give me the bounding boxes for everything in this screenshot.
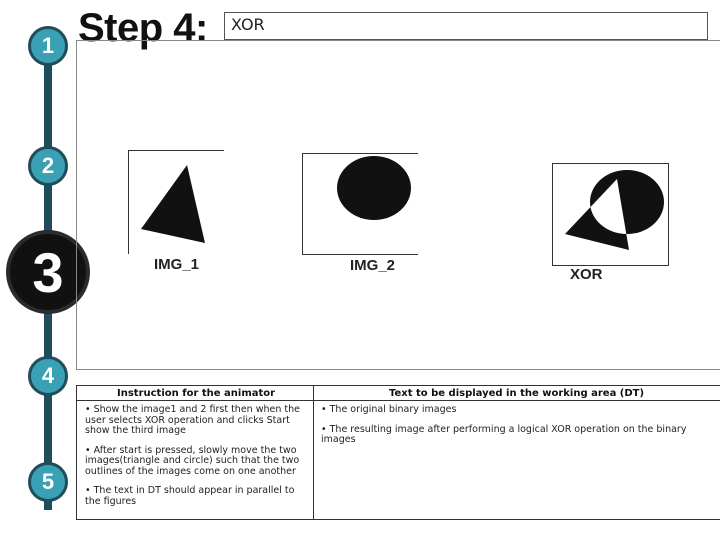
step-1-circle[interactable] (28, 26, 68, 66)
list-item: • After start is pressed, slowly move the two images(triangle and circle) such that the two outlines of the images come on one another (85, 444, 300, 477)
img2-frame (302, 153, 418, 255)
triangle-shape (141, 165, 205, 243)
circle-shape (337, 156, 411, 220)
step-number: 2 (41, 153, 55, 178)
xor-result-label: XOR (570, 266, 603, 283)
step-5-circle[interactable] (28, 462, 68, 502)
triangle-image (129, 151, 225, 255)
list-item: • The text in DT should appear in parallel to the figures (85, 485, 295, 507)
dt-text (321, 405, 691, 455)
img1-label: IMG_1 (154, 256, 200, 273)
instruction-table (76, 385, 720, 520)
step-number: 1 (41, 33, 55, 58)
list-item: • Show the image1 and 2 first then when the user selects XOR operation and clicks Start show the third image (85, 404, 300, 436)
xor-result-frame (552, 163, 669, 266)
step-4-circle[interactable] (28, 356, 68, 396)
circle-image (303, 154, 419, 256)
step-number: 5 (41, 469, 55, 494)
step-number: 4 (41, 363, 55, 388)
table-header-animator: Instruction for the animator (117, 388, 276, 399)
table-header-divider (77, 400, 720, 401)
page-title: Step 4: (78, 6, 208, 50)
animator-instructions (85, 405, 309, 516)
img1-frame (128, 150, 224, 254)
step-number: 3 (32, 240, 64, 304)
table-header-dt: Text to be displayed in the working area (DT) (389, 388, 645, 399)
xor-result-image (553, 164, 668, 265)
step-2-circle[interactable] (28, 146, 68, 186)
table-column-divider (313, 386, 314, 519)
list-item: • The resulting image after performing a logical XOR operation on the binary images (321, 423, 687, 445)
operation-name-box: XOR (224, 12, 708, 40)
list-item: • The original binary images (321, 404, 457, 415)
img2-label: IMG_2 (350, 257, 396, 274)
